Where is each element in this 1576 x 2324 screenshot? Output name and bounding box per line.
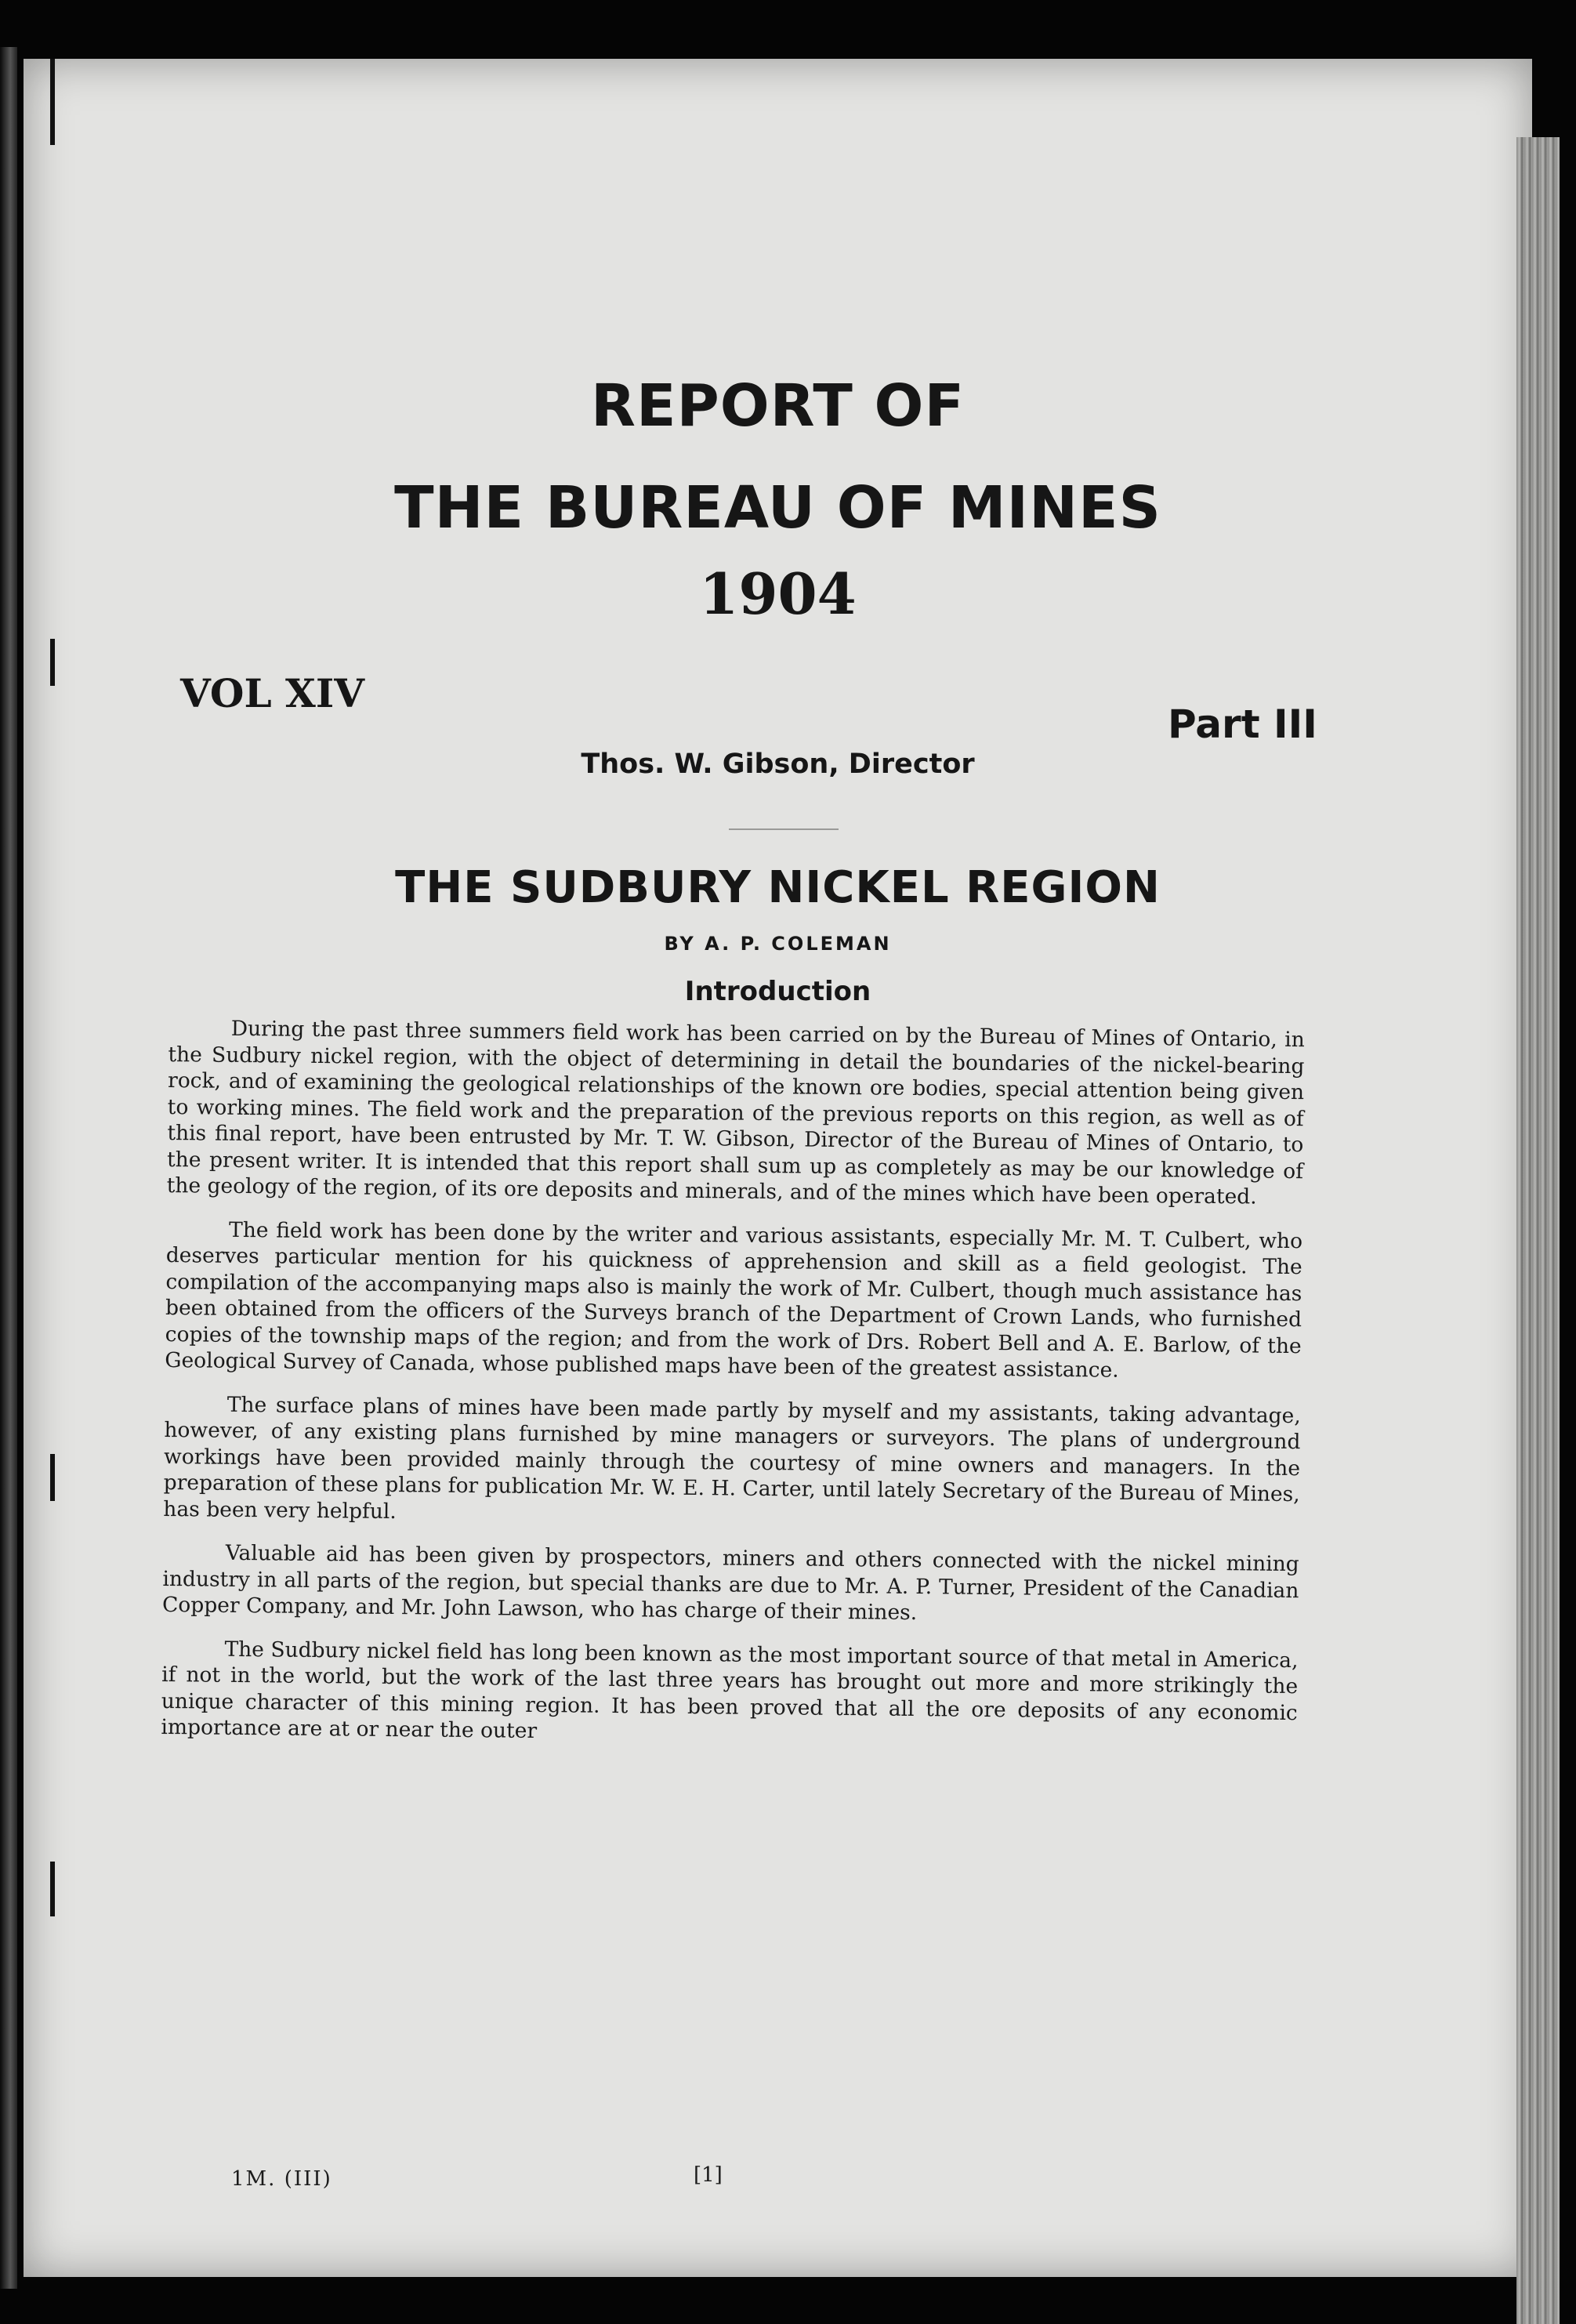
body-paragraph: The field work has been done by the writer and various assistants, especially Mr. M. T. Culbert, who deserves particular mention for his quickness of apprehension and skill as a field geologist. The compilation of the accompanying maps also is mainly the work of Mr. Culbert, though much assistance has been obtained from the officers of the Surveys branch of the Department of Crown Lands, who furnished copies of the township maps of the region; and from the work of Drs. Robert Bell and A. E. Barlow, of the Geological Survey of Canada, whose published maps have been of the greatest assistance. xyxy=(165,1217,1303,1383)
body-paragraph: The surface plans of mines have been made partly by myself and my assistants, taking advantage, however, of any existing plans furnished by mine managers or surveyors. The plans of underground workings have been provided mainly through the courtesy of mine owners and managers. In the preparation of these plans for publication Mr. W. E. H. Carter, until lately Secretary of the Bureau of Mines, has been very helpful. xyxy=(163,1392,1301,1524)
binding-mark xyxy=(50,1454,55,1501)
article-title: THE SUDBURY NICKEL REGION xyxy=(395,862,1161,913)
binding-mark xyxy=(50,59,55,145)
binding-mark xyxy=(50,1862,55,1916)
article-body xyxy=(161,1015,1305,1770)
divider-rule xyxy=(729,828,839,830)
section-heading: Introduction xyxy=(684,976,871,1007)
binding-mark xyxy=(50,639,55,686)
body-paragraph: During the past three summers field work has been carried on by the Bureau of Mines of Ontario, in the Sudbury nickel region, with the object of determining in detail the boundaries of the nickel-bearing rock, and of examining the geological relationships of the known ore bodies, special attention being given to working mines. The field work and the preparation of the previous reports on this region, as well as of this final report, have been entrusted by Mr. T. W. Gibson, Director of the Bureau of Mines of Ontario, to the present writer. It is intended that this report shall sum up as completely as may be our knowledge of the geology of the region, of its ore deposits and minerals, and of the mines which have been operated. xyxy=(166,1016,1305,1209)
page-sheet xyxy=(24,59,1532,2277)
part-label: Part III xyxy=(1168,702,1317,747)
volume-label: VOL XIV xyxy=(180,670,365,716)
page-number: [1] xyxy=(694,2163,723,2187)
body-paragraph: Valuable aid has been given by prospectors, miners and others connected with the nickel mining industry in all parts of the region, but special thanks are due to Mr. A. P. Turner, President of the Canadian Copper Company, and Mr. John Lawson, who has charge of their mines. xyxy=(161,1540,1299,1626)
footer-signature: 1M. (III) xyxy=(231,2167,332,2191)
page-block-edge xyxy=(1516,137,1560,2324)
report-year: 1904 xyxy=(699,560,857,627)
report-title-line-2: THE BUREAU OF MINES xyxy=(394,474,1161,542)
body-paragraph: The Sudbury nickel field has long been known as the most important source of that metal in America, if not in the world, but the work of the last three years has brought out more and more strikingly the unique character of this mining region. It has been proved that all the ore deposits of any economic importance are at or near the outer xyxy=(161,1637,1299,1743)
report-title-line-1: REPORT OF xyxy=(590,372,966,440)
director-line: Thos. W. Gibson, Director xyxy=(581,749,975,780)
facing-page-edge xyxy=(0,47,17,2289)
article-byline: BY A. P. COLEMAN xyxy=(664,933,892,955)
